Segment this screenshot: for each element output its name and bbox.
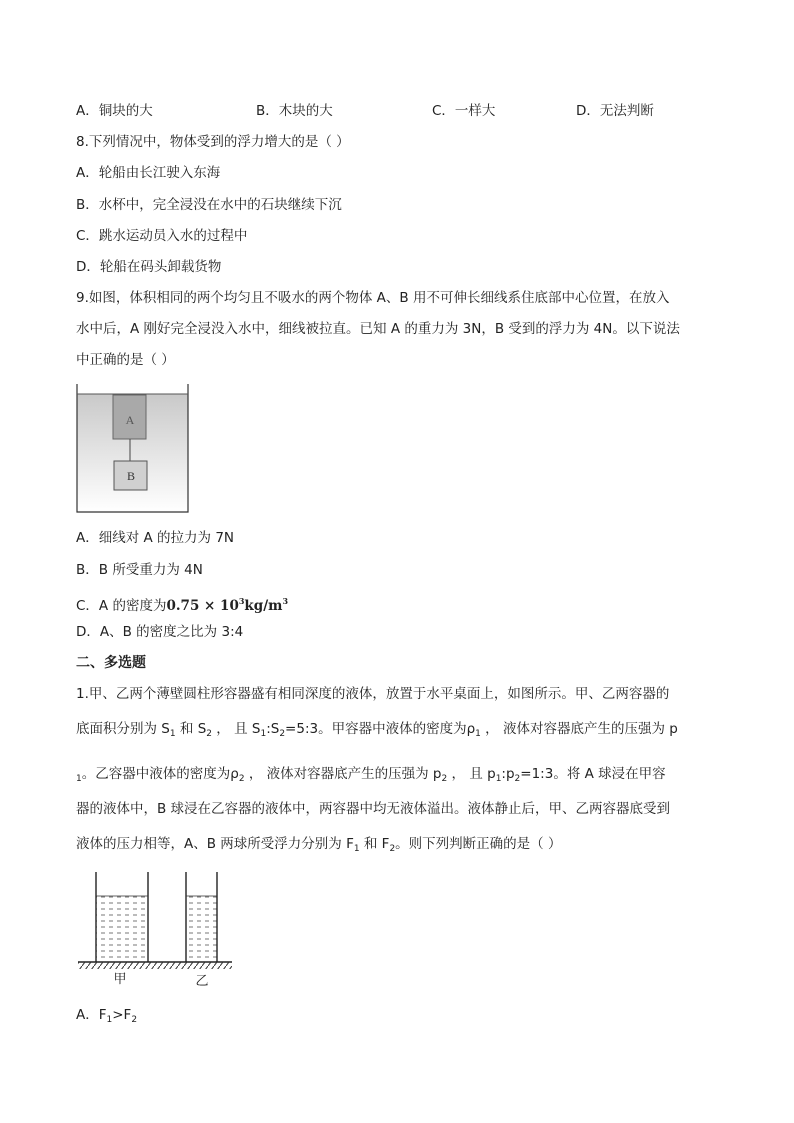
block-a-label: A — [125, 413, 135, 427]
q7-option-b: B．木块的大 — [256, 103, 333, 119]
q9-option-c-prefix: C．A 的密度为 — [76, 598, 167, 614]
q8-option-b: B．水杯中，完全浸没在水中的石块继续下沉 — [76, 197, 342, 213]
density-unit-exponent: 3 — [282, 596, 289, 606]
q9-option-b: B．B 所受重力为 4N — [76, 562, 203, 578]
table-hatch — [78, 962, 232, 969]
q9-option-d: D．A、B 的密度之比为 3:4 — [76, 624, 244, 640]
q8-stem: 8.下列情况中，物体受到的浮力增大的是（ ） — [76, 134, 350, 150]
density-mantissa: 0.75 × 10 — [166, 598, 239, 614]
q9-stem-line2: 水中后，A 刚好完全浸没入水中，细线被拉直。已知 A 的重力为 3N，B 受到的浮力为 4N。以下说法 — [76, 321, 680, 337]
q9-stem-line3: 中正确的是（ ） — [76, 352, 175, 368]
m1-stem-line5: 液体的压力相等，A、B 两球所受浮力分别为 $F_1$ 和 $F_2$。则下列判断正确的是（ ） — [76, 836, 562, 854]
jia-liquid — [96, 896, 148, 961]
q9-density-formula — [166, 598, 288, 614]
q7-option-d: D．无法判断 — [576, 103, 654, 119]
q8-option-c: C．跳水运动员入水的过程中 — [76, 228, 248, 244]
m1-stem-line3: $_1$。乙容器中液体的密度为$\rho_2$ ， 液体对容器底产生的压强为 $p_2$ ， 且 $p_1:p_2=1:3$。将 A 球浸在甲容 — [76, 766, 666, 784]
q9-option-c — [76, 591, 288, 616]
density-exponent: 3 — [238, 596, 245, 606]
jia-label: 甲 — [113, 972, 127, 987]
density-unit: kg/m — [244, 598, 283, 614]
yi-label: 乙 — [195, 974, 209, 989]
m1-containers-figure — [76, 870, 236, 990]
q9-container-figure — [76, 384, 190, 514]
q7-option-c: C．一样大 — [432, 103, 496, 119]
q9-option-a: A．细线对 A 的拉力为 7N — [76, 530, 235, 546]
m1-stem-line4: 器的液体中，B 球浸在乙容器的液体中，两容器中均无液体溢出。液体静止后，甲、乙两容器底受到 — [76, 801, 671, 817]
m1-stem-line1: 1.甲、乙两个薄壁圆柱形容器盛有相同深度的液体，放置于水平桌面上，如图所示。甲、乙两容器的 — [76, 686, 670, 702]
m1-option-a: A．$F_1>F_2$ — [76, 1007, 138, 1025]
block-b-label: B — [126, 469, 136, 483]
section-heading-multiple-choice: 二、多选题 — [76, 655, 146, 671]
yi-liquid — [186, 896, 217, 961]
m1-stem-line2: 底面积分别为 $S_1$ 和 $S_2$ ， 且 $S_1:S_2=5:3$。甲容器中液体的密度为$\rho_1$ ， 液体对容器底产生的压强为 p — [76, 721, 678, 739]
q8-option-a: A．轮船由长江驶入东海 — [76, 165, 221, 181]
q9-stem-line1: 9.如图，体积相同的两个均匀且不吸水的两个物体 A、B 用不可伸长细线系住底部中心位置，在放入 — [76, 290, 670, 306]
q8-option-d: D．轮船在码头卸载货物 — [76, 259, 222, 275]
q7-option-a: A．铜块的大 — [76, 103, 153, 119]
